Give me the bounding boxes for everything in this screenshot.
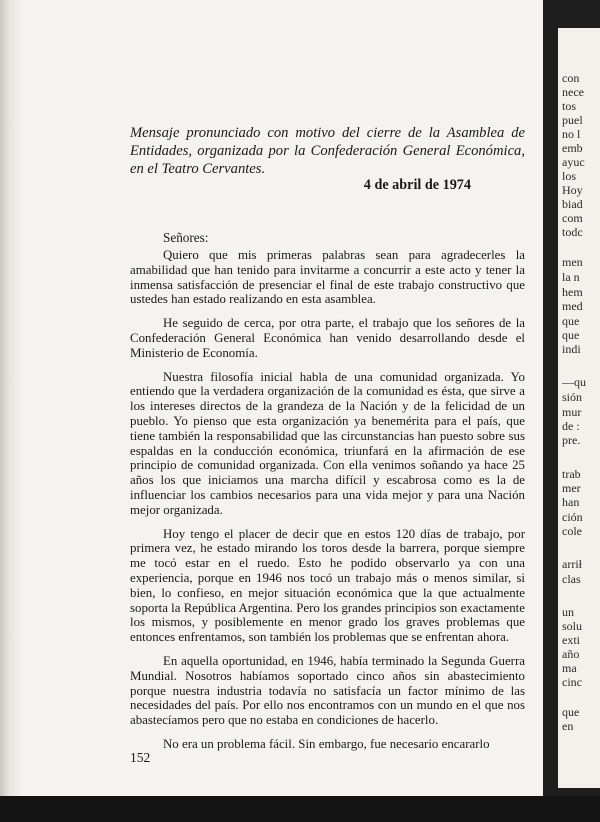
facing-page-fragment: biad: [562, 197, 583, 211]
facing-page-fragment: ma: [562, 661, 577, 675]
facing-page-fragment: ayuc: [562, 155, 585, 169]
page-number: 152: [130, 750, 151, 765]
facing-page-fragment: solu: [562, 619, 583, 633]
facing-page-fragment: med: [562, 299, 583, 313]
paragraph: No era un problema fácil. Sin embargo, fue necesario encararlo: [163, 736, 490, 751]
facing-page-fragment: puel: [562, 113, 583, 127]
facing-page-fragment: mer: [562, 481, 581, 495]
facing-page-fragment: cole: [562, 524, 582, 538]
facing-page-fragment: no l: [562, 127, 581, 141]
facing-page-fragment: cinc: [562, 675, 582, 689]
facing-page-fragment: indi: [562, 342, 581, 356]
facing-page-fragment: que: [562, 705, 580, 719]
salutation: Señores:: [163, 230, 209, 245]
speech-heading: Mensaje pronunciado con motivo del cierre de la Asamblea de Entidades, organizada por la Confederación General Económica, en el Teatro Cervantes.: [130, 125, 525, 177]
facing-page-fragment: todc: [562, 225, 583, 239]
paragraph: Quiero que mis primeras palabras sean para agradecerles la amabilidad que han tenido para invitarme a concurrir a este acto y tener la inmensa satisfacción de presenciar el final de este trabajo constructivo que ustedes han estado realizando en esta asamblea.: [130, 248, 525, 307]
paragraph: En aquella oportunidad, en 1946, había terminado la Segunda Guerra Mundial. Nosotros habíamos soportado cinco años sin abastecimiento porque nuestra industria todavía no satisfacía un factor mínimo de las necesidades del país. Por ello nos encontramos con un mundo en el que nos abastecíamos pero que no estaba en condiciones de hacerlo.: [130, 653, 525, 728]
facing-page-fragment: han: [562, 495, 580, 509]
facing-page-fragment: —qu: [562, 375, 586, 389]
facing-page-fragment: que: [562, 328, 580, 342]
facing-page-fragment: com: [562, 211, 583, 225]
speech-body: [130, 248, 525, 761]
facing-page-fragment: Hoy: [562, 183, 583, 197]
facing-page-fragment: clas: [562, 572, 581, 586]
facing-page-edge: [558, 28, 600, 788]
facing-page-fragment: mur: [562, 405, 582, 419]
facing-page-fragment: los: [562, 169, 577, 183]
facing-page-fragment: en: [562, 719, 574, 733]
facing-page-fragment: hem: [562, 285, 583, 299]
facing-page-fragment: sión: [562, 390, 583, 404]
facing-page-fragment: exti: [562, 633, 580, 647]
facing-page-fragment: men: [562, 255, 583, 269]
facing-page-fragment: la n: [562, 270, 580, 284]
facing-page-fragment: pre.: [562, 433, 581, 447]
facing-page-fragment: emb: [562, 141, 583, 155]
facing-page-fragment: trab: [562, 467, 581, 481]
speech-date: 4 de abril de 1974: [363, 177, 471, 193]
facing-page-fragment: un: [562, 605, 574, 619]
scan-bottom-border: [0, 796, 600, 822]
paragraph: Nuestra filosofía inicial habla de una comunidad organizada. Yo entiendo que la verdadera organización de la comunidad es ésta, que sirve a los intereses directos de la grandeza de la Nación y de la felicidad de un pueblo. Yo pienso que esta organización ya benemérita para el país, que tiene también la responsabilidad que las circunstancias han puesto sobre sus espaldas en la conducción económica, triunfará en la afirmación de ese principio de comunidad organizada. Con ella venimos soñando ya hace 25 años los que iniciamos una marcha difícil y escabrosa como es la de influenciar los cambios necesarios para una vida mejor y para una Nación mejor organizada.: [130, 369, 525, 517]
facing-page-fragment: nece: [562, 85, 584, 99]
facing-page-fragment: con: [562, 71, 580, 85]
facing-page-fragment: año: [562, 647, 580, 661]
facing-page-fragment: arrił: [562, 557, 582, 571]
facing-page-fragment: tos: [562, 99, 577, 113]
facing-page-fragment: de :: [562, 419, 580, 433]
facing-page-fragment: ción: [562, 510, 583, 524]
page-gutter-shadow: [0, 0, 22, 796]
paragraph: Hoy tengo el placer de decir que en estos 120 días de trabajo, por primera vez, he estado mirando los toros desde la barrera, porque siempre me tocó estar en el ruedo. Esto he podido observarlo ya con una experiencia, porque en 1946 nos tocó un trabajo más o menos similar, si bien, lo confieso, en mejor situación económica que la que actualmente soporta la República Argentina. Pero los grandes principios son exactamente los mismos, y posiblemente en menor grado los graves problemas que entonces enfrentamos, son también los problemas que se enfrentan ahora.: [130, 526, 525, 645]
paragraph: He seguido de cerca, por otra parte, el trabajo que los señores de la Confederación General Económica han venido desarrollando desde el Ministerio de Economía.: [130, 316, 525, 360]
facing-page-fragment: que: [562, 314, 580, 328]
